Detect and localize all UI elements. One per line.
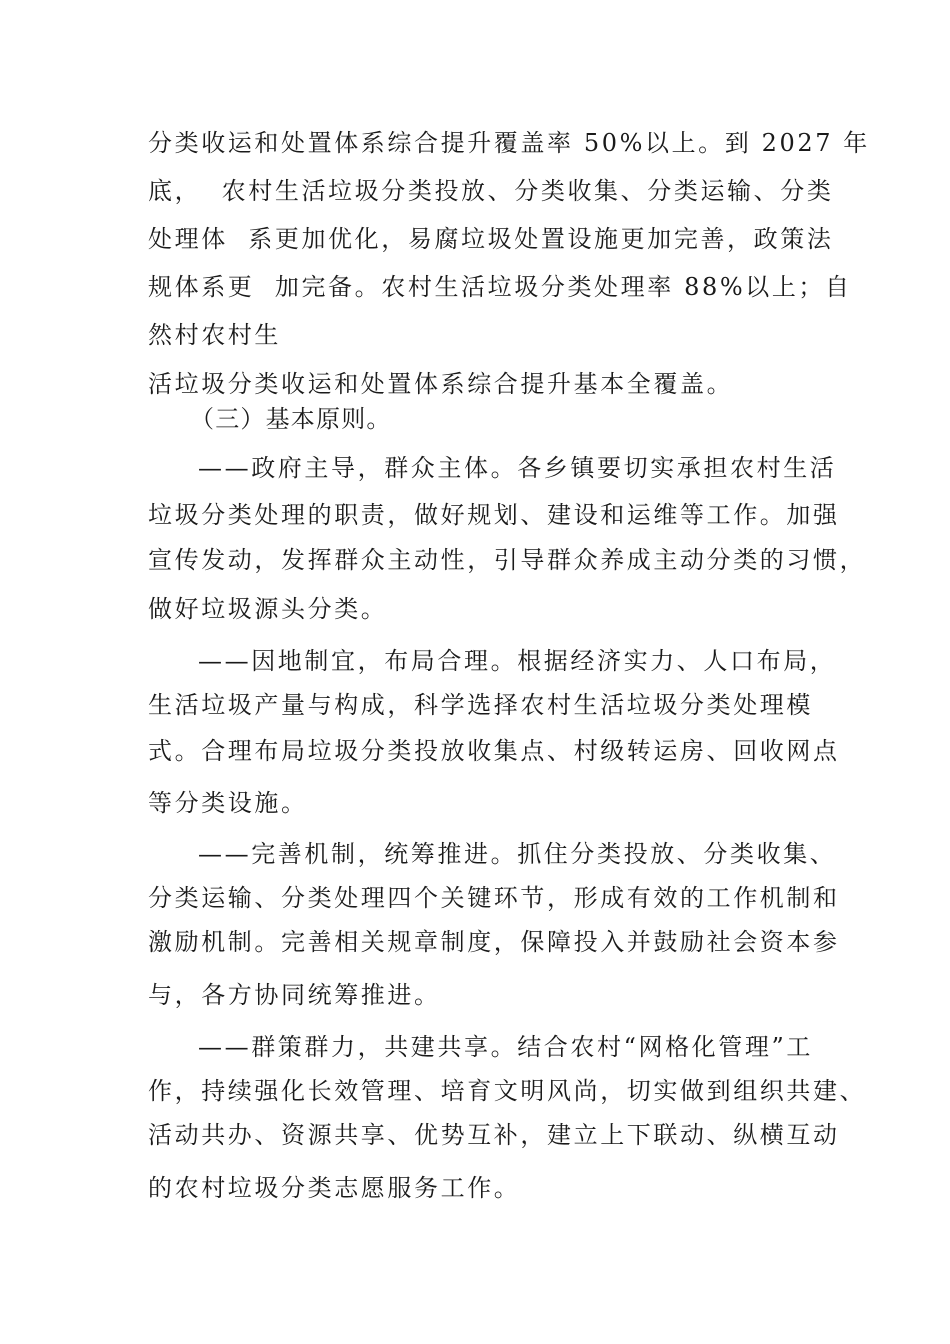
text-line: ——因地制宜，布局合理。根据经济实力、人口布局， [198, 647, 837, 675]
text-line: 处理体 系更加优化，易腐垃圾处置设施更加完善，政策法 [148, 225, 834, 253]
text-line: 作，持续强化长效管理、培育文明风尚，切实做到组织共建、 [148, 1077, 867, 1105]
text-line: 激励机制。完善相关规章制度，保障投入并鼓励社会资本参 [148, 928, 840, 956]
text-line: 宣传发动，发挥群众主动性，引导群众养成主动分类的习惯， [148, 546, 867, 574]
text-line: 活垃圾分类收运和处置体系综合提升基本全覆盖。 [148, 370, 734, 398]
text-line: 式。合理布局垃圾分类投放收集点、村级转运房、回收网点 [148, 737, 840, 765]
text-line: 做好垃圾源头分类。 [148, 595, 388, 623]
text-line: ——完善机制，统筹推进。抓住分类投放、分类收集、 [198, 840, 837, 868]
text-line: 分类运输、分类处理四个关键环节，形成有效的工作机制和 [148, 884, 840, 912]
text-line: 分类收运和处置体系综合提升覆盖率 50%以上。到 2027 年 [148, 129, 870, 157]
text-line: ——群策群力，共建共享。结合农村“网格化管理”工 [198, 1033, 813, 1061]
text-line: 垃圾分类处理的职责，做好规划、建设和运维等工作。加强 [148, 501, 840, 529]
text-line: 规体系更 加完备。农村生活垃圾分类处理率 88%以上；自 [148, 273, 852, 301]
section-heading: （三）基本原则。 [190, 405, 392, 433]
text-line: 底， 农村生活垃圾分类投放、分类收集、分类运输、分类 [148, 177, 834, 205]
text-line: 与，各方协同统筹推进。 [148, 981, 441, 1009]
text-line: 的农村垃圾分类志愿服务工作。 [148, 1174, 521, 1202]
text-line: 生活垃圾产量与构成，科学选择农村生活垃圾分类处理模 [148, 691, 813, 719]
text-line: 活动共办、资源共享、优势互补，建立上下联动、纵横互动 [148, 1121, 840, 1149]
text-line: ——政府主导，群众主体。各乡镇要切实承担农村生活 [198, 454, 837, 482]
text-line: 等分类设施。 [148, 789, 308, 817]
text-line: 然村农村生 [148, 321, 281, 349]
